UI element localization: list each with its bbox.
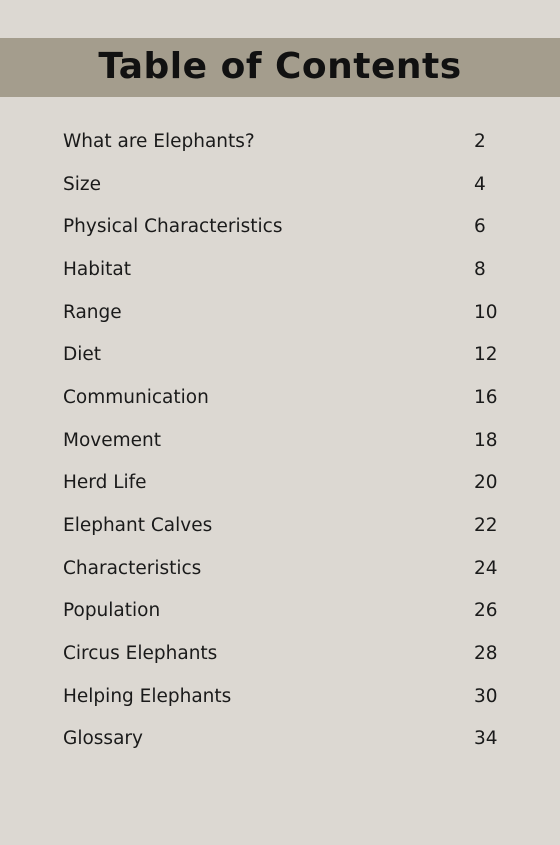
toc-entry [63,205,503,248]
toc-entry-label: Diet [63,344,102,366]
toc-entry-page-number: 18 [474,429,498,451]
toc-entry-page-number: 8 [474,258,486,280]
toc-entry [63,120,503,163]
toc-entry [63,376,503,419]
toc-entry [63,419,503,462]
toc-entry-page-number: 16 [474,386,498,408]
toc-entry-label: Habitat [63,258,131,280]
toc-entry-label: What are Elephants? [63,130,255,152]
toc-entry [63,590,503,633]
toc-entry [63,248,503,291]
toc-entry-page-number: 6 [474,216,486,238]
toc-entry-label: Characteristics [63,557,202,579]
toc-entry-page-number: 12 [474,344,498,366]
toc-entry [63,504,503,547]
toc-entry-label: Helping Elephants [63,685,232,707]
toc-entry [63,718,503,761]
toc-entry-page-number: 20 [474,472,498,494]
toc-entry-page-number: 30 [474,685,498,707]
toc-entry [63,547,503,590]
toc-entry-page-number: 26 [474,600,498,622]
toc-entry [63,675,503,718]
toc-entry-page-number: 2 [474,130,486,152]
toc-entry-label: Physical Characteristics [63,216,283,238]
title-band [0,38,560,97]
toc-entry-label: Communication [63,386,209,408]
toc-entry-page-number: 22 [474,515,498,537]
toc-entry-label: Movement [63,429,161,451]
toc-entry-label: Circus Elephants [63,643,218,665]
toc-entry [63,462,503,505]
toc-entry [63,632,503,675]
toc-entry-label: Herd Life [63,472,147,494]
toc-entry-page-number: 24 [474,557,498,579]
toc-entry [63,333,503,376]
toc-entry [63,163,503,206]
toc-entry-page-number: 28 [474,643,498,665]
toc-entry-page-number: 10 [474,301,498,323]
toc-entry-label: Range [63,301,122,323]
toc-entry-label: Elephant Calves [63,515,213,537]
toc-entry-page-number: 34 [474,728,498,750]
toc-entry-page-number: 4 [474,173,486,195]
page-title: Table of Contents [98,46,462,87]
toc-entry [63,291,503,334]
toc-entry-label: Population [63,600,161,622]
toc-entry-label: Size [63,173,101,195]
table-of-contents [63,120,503,760]
toc-entry-label: Glossary [63,728,143,750]
